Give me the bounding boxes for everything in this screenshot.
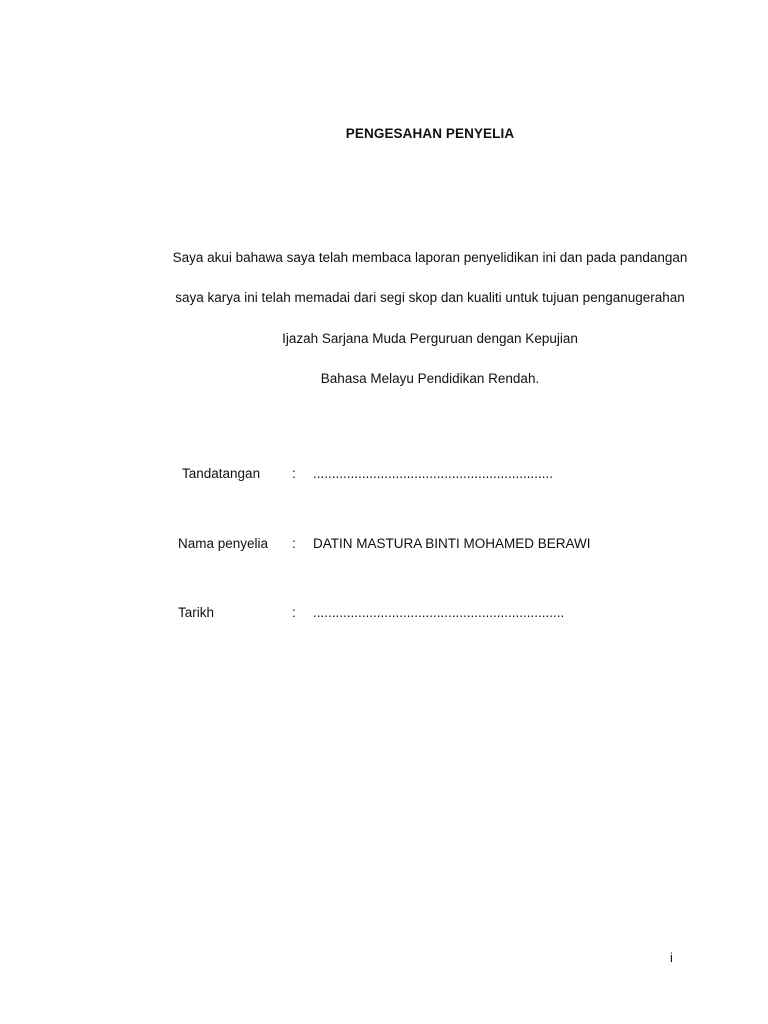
supervisor-name-value: DATIN MASTURA BINTI MOHAMED BERAWI: [313, 536, 591, 551]
date-dotted-line: ...................................................................: [313, 605, 565, 620]
signature-colon: :: [292, 466, 296, 481]
date-label: Tarikh: [178, 605, 215, 620]
page-number: i: [670, 950, 673, 965]
supervisor-name-label: Nama penyelia: [178, 536, 269, 551]
statement-line-1: Saya akui bahawa saya telah membaca laporan penyelidikan ini dan pada pandangan: [172, 250, 688, 265]
signature-label: Tandatangan: [182, 466, 261, 481]
supervisor-name-colon: :: [292, 536, 296, 551]
statement-line-3: Ijazah Sarjana Muda Perguruan dengan Kepujian: [282, 331, 578, 346]
date-colon: :: [292, 605, 296, 620]
signature-dotted-line: ................................................................: [313, 466, 554, 481]
statement-line-2: saya karya ini telah memadai dari segi skop dan kualiti untuk tujuan penganugerahan: [175, 290, 685, 305]
page-title: PENGESAHAN PENYELIA: [345, 126, 515, 141]
statement-line-4: Bahasa Melayu Pendidikan Rendah.: [320, 371, 540, 386]
